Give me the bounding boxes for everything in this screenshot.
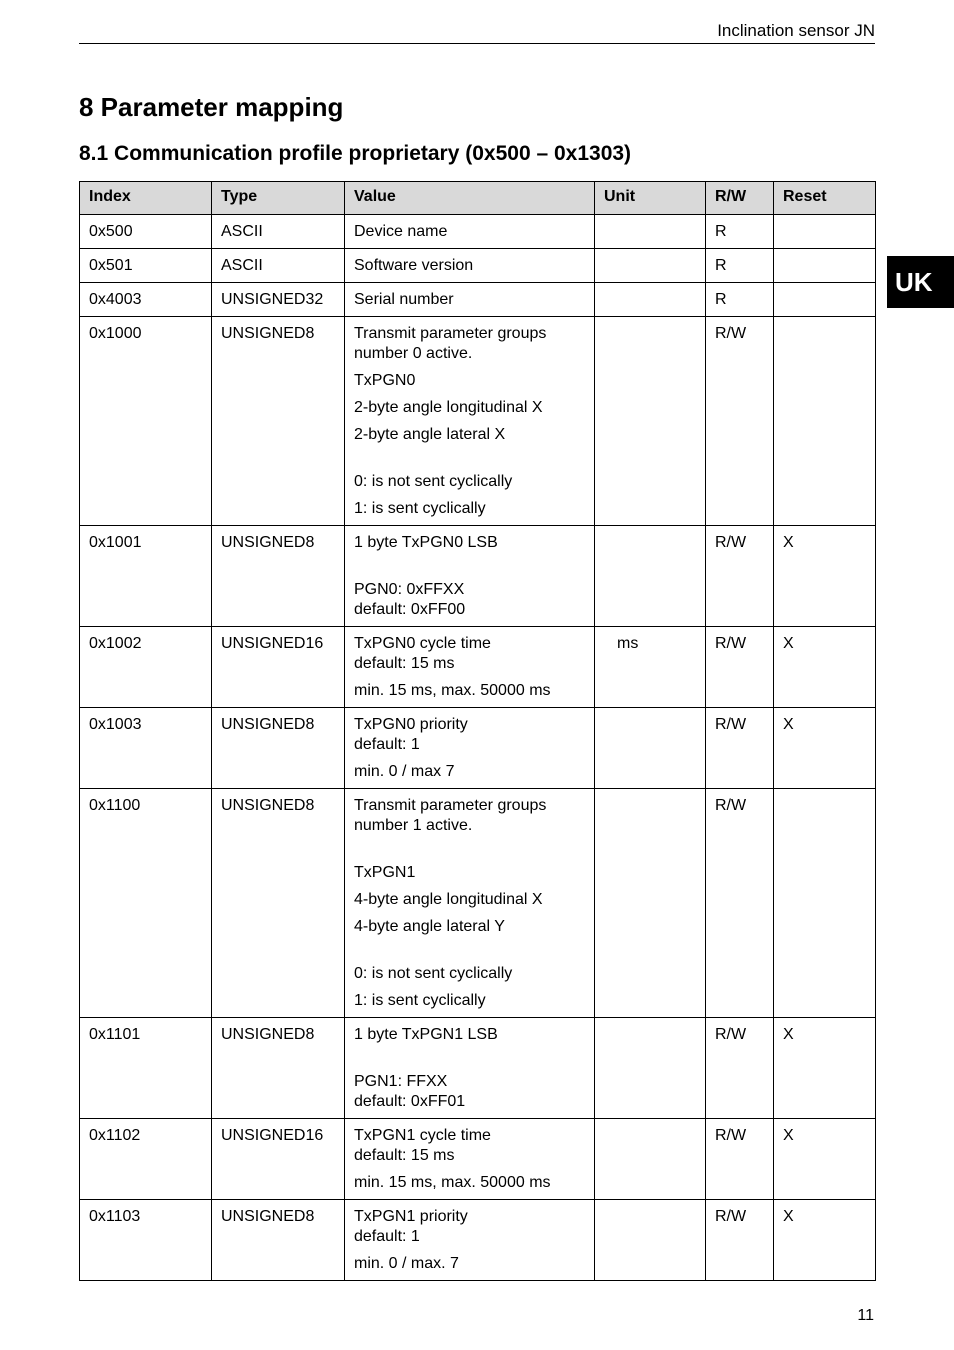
cell-value xyxy=(345,317,595,526)
cell-type: UNSIGNED8 xyxy=(212,1200,345,1281)
cell-index: 0x1003 xyxy=(80,708,212,789)
col-header-rw: R/W xyxy=(706,182,774,215)
table-row xyxy=(80,627,876,708)
col-header-unit: Unit xyxy=(595,182,706,215)
value-line: Device name xyxy=(354,223,448,240)
cell-unit xyxy=(595,283,706,317)
parameter-table xyxy=(79,181,876,1281)
value-line: 0: is not sent cyclically xyxy=(354,473,513,490)
cell-unit xyxy=(595,789,706,1018)
cell-reset: X xyxy=(774,526,876,627)
value-line: Transmit parameter groups xyxy=(354,797,547,814)
cell-value xyxy=(345,526,595,627)
cell-value xyxy=(345,627,595,708)
cell-rw: R/W xyxy=(706,1200,774,1281)
cell-index: 0x1101 xyxy=(80,1018,212,1119)
cell-reset: X xyxy=(774,1200,876,1281)
table-row xyxy=(80,1200,876,1281)
cell-unit xyxy=(595,215,706,249)
cell-reset xyxy=(774,249,876,283)
value-line: 2-byte angle lateral X xyxy=(354,426,506,443)
cell-unit xyxy=(595,1018,706,1119)
blank-line xyxy=(354,445,586,465)
value-line: default: 0xFF01 xyxy=(354,1093,466,1110)
table-row xyxy=(80,789,876,1018)
cell-index: 0x4003 xyxy=(80,283,212,317)
cell-rw: R/W xyxy=(706,708,774,789)
cell-rw: R xyxy=(706,215,774,249)
value-line: number 0 active. xyxy=(354,345,473,362)
value-line: 4-byte angle longitudinal X xyxy=(354,891,543,908)
value-line: Transmit parameter groups xyxy=(354,325,547,342)
cell-type: ASCII xyxy=(212,215,345,249)
cell-value xyxy=(345,215,595,249)
value-line: min. 15 ms, max. 50000 ms xyxy=(354,682,551,699)
cell-value xyxy=(345,283,595,317)
cell-unit xyxy=(595,1200,706,1281)
value-line: default: 15 ms xyxy=(354,655,455,672)
value-line: 4-byte angle lateral Y xyxy=(354,918,505,935)
value-line: default: 1 xyxy=(354,1228,420,1245)
value-line: number 1 active. xyxy=(354,817,473,834)
cell-reset xyxy=(774,215,876,249)
language-tab: UK xyxy=(887,256,954,308)
table-row xyxy=(80,526,876,627)
cell-index: 0x1102 xyxy=(80,1119,212,1200)
value-line: 1: is sent cyclically xyxy=(354,500,486,517)
cell-reset: X xyxy=(774,627,876,708)
col-header-type: Type xyxy=(212,182,345,215)
cell-reset xyxy=(774,283,876,317)
cell-type: UNSIGNED8 xyxy=(212,526,345,627)
cell-type: UNSIGNED8 xyxy=(212,1018,345,1119)
table-header-row xyxy=(80,182,876,215)
section-heading: 8.1 Communication profile proprietary (0x500 – 0x1303) xyxy=(79,142,632,165)
blank-line xyxy=(354,836,586,856)
col-header-index: Index xyxy=(80,182,212,215)
cell-value xyxy=(345,1200,595,1281)
header-rule xyxy=(79,43,875,44)
cell-unit xyxy=(595,249,706,283)
blank-line xyxy=(354,937,586,957)
cell-unit xyxy=(595,317,706,526)
cell-index: 0x1000 xyxy=(80,317,212,526)
cell-index: 0x501 xyxy=(80,249,212,283)
value-line: 1: is sent cyclically xyxy=(354,992,486,1009)
value-line: min. 0 / max 7 xyxy=(354,763,455,780)
value-line: TxPGN1 cycle time xyxy=(354,1127,491,1144)
cell-index: 0x1103 xyxy=(80,1200,212,1281)
cell-value xyxy=(345,789,595,1018)
col-header-value: Value xyxy=(345,182,595,215)
value-line: 2-byte angle longitudinal X xyxy=(354,399,543,416)
blank-line xyxy=(354,1045,586,1065)
cell-type: UNSIGNED16 xyxy=(212,1119,345,1200)
value-line: PGN0: 0xFFXX xyxy=(354,581,465,598)
cell-index: 0x1001 xyxy=(80,526,212,627)
running-header: Inclination sensor JN xyxy=(717,21,875,40)
cell-unit: ms xyxy=(595,627,706,708)
cell-reset: X xyxy=(774,708,876,789)
cell-value xyxy=(345,1119,595,1200)
value-line: TxPGN0 cycle time xyxy=(354,635,491,652)
cell-rw: R/W xyxy=(706,526,774,627)
value-line: default: 15 ms xyxy=(354,1147,455,1164)
value-line: default: 0xFF00 xyxy=(354,601,466,618)
value-line: Software version xyxy=(354,257,474,274)
cell-rw: R/W xyxy=(706,1119,774,1200)
table-row xyxy=(80,708,876,789)
cell-type: ASCII xyxy=(212,249,345,283)
cell-type: UNSIGNED16 xyxy=(212,627,345,708)
value-line: 0: is not sent cyclically xyxy=(354,965,513,982)
cell-type: UNSIGNED8 xyxy=(212,789,345,1018)
table-row xyxy=(80,249,876,283)
table-row xyxy=(80,1018,876,1119)
value-line: default: 1 xyxy=(354,736,420,753)
cell-reset xyxy=(774,317,876,526)
cell-reset: X xyxy=(774,1018,876,1119)
value-line: TxPGN0 priority xyxy=(354,716,468,733)
value-line: TxPGN1 xyxy=(354,864,416,881)
value-line: PGN1: FFXX xyxy=(354,1073,448,1090)
cell-value xyxy=(345,1018,595,1119)
cell-value xyxy=(345,708,595,789)
cell-rw: R/W xyxy=(706,627,774,708)
cell-rw: R/W xyxy=(706,317,774,526)
cell-rw: R xyxy=(706,283,774,317)
cell-value xyxy=(345,249,595,283)
chapter-heading: 8 Parameter mapping xyxy=(79,92,344,122)
cell-rw: R/W xyxy=(706,789,774,1018)
cell-rw: R/W xyxy=(706,1018,774,1119)
cell-unit xyxy=(595,1119,706,1200)
value-line: min. 0 / max. 7 xyxy=(354,1255,459,1272)
page-number: 11 xyxy=(857,1307,874,1324)
cell-unit xyxy=(595,526,706,627)
cell-reset: X xyxy=(774,1119,876,1200)
value-line: min. 15 ms, max. 50000 ms xyxy=(354,1174,551,1191)
value-line: 1 byte TxPGN0 LSB xyxy=(354,534,498,551)
cell-index: 0x1100 xyxy=(80,789,212,1018)
cell-type: UNSIGNED8 xyxy=(212,708,345,789)
value-line: TxPGN0 xyxy=(354,372,416,389)
cell-unit xyxy=(595,708,706,789)
value-line: TxPGN1 priority xyxy=(354,1208,468,1225)
cell-reset xyxy=(774,789,876,1018)
table-row xyxy=(80,1119,876,1200)
cell-type: UNSIGNED8 xyxy=(212,317,345,526)
cell-index: 0x500 xyxy=(80,215,212,249)
table-row xyxy=(80,215,876,249)
col-header-reset: Reset xyxy=(774,182,876,215)
cell-rw: R xyxy=(706,249,774,283)
table-row xyxy=(80,317,876,526)
value-line: 1 byte TxPGN1 LSB xyxy=(354,1026,498,1043)
table-row xyxy=(80,283,876,317)
value-line: Serial number xyxy=(354,291,454,308)
cell-index: 0x1002 xyxy=(80,627,212,708)
cell-type: UNSIGNED32 xyxy=(212,283,345,317)
blank-line xyxy=(354,553,586,573)
